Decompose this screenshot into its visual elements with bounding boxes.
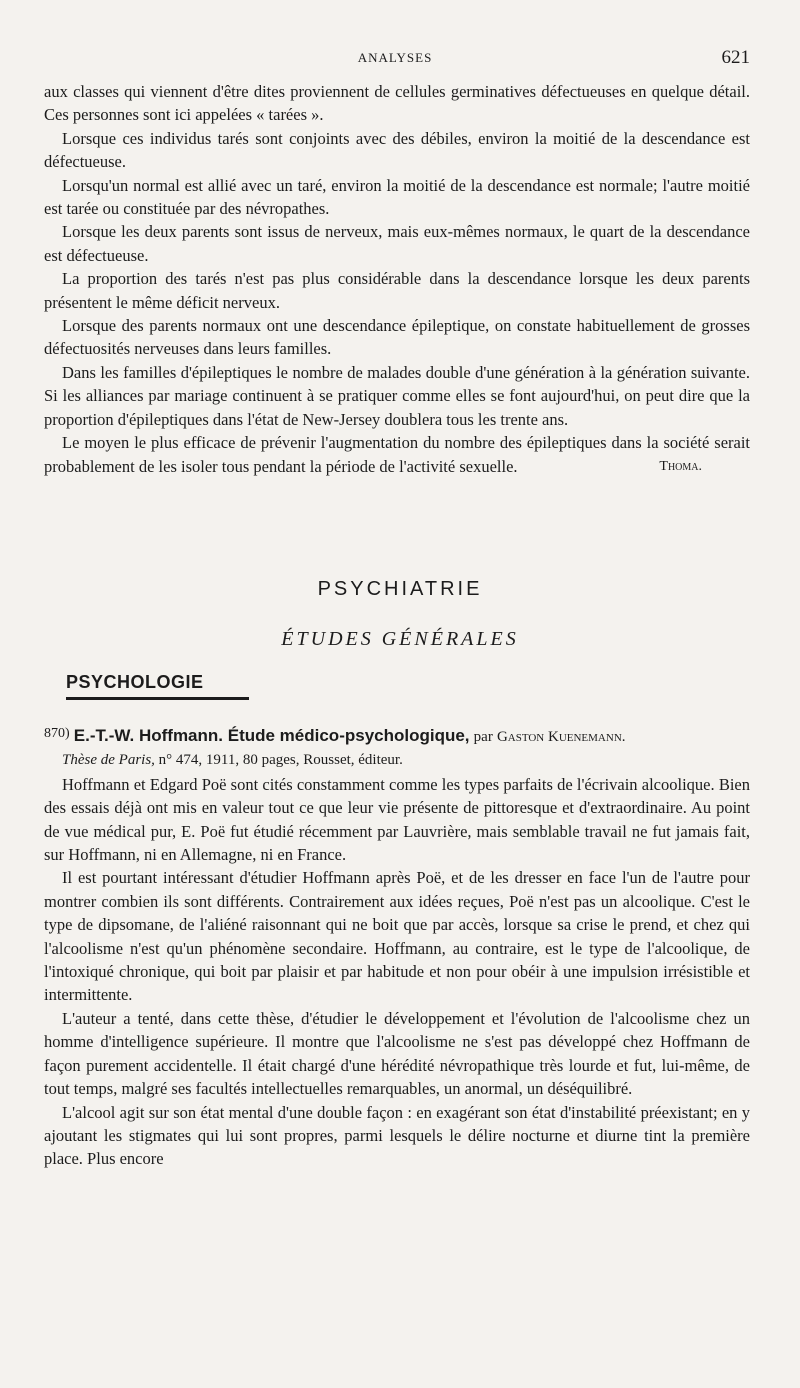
paragraph: Lorsque ces individus tarés sont conjoints avec des débiles, environ la moitié de la descendance est défectueuse. <box>44 128 750 172</box>
entry-author: Gaston Kuenemann. <box>496 729 626 745</box>
paragraph: Le moyen le plus efficace de prévenir l'augmentation du nombre des épileptiques dans la société serait probablement de les isoler tous pendant la période de l'activité sexuelle. <box>44 433 750 476</box>
section-heading: PSYCHIATRIE <box>317 578 483 600</box>
publication-type: Thèse de Paris, <box>62 752 155 769</box>
paragraph: Lorsqu'un normal est allié avec un taré, environ la moitié de la descendance est normale; l'autre moitié est tarée ou constituée par des névropathes. <box>44 175 750 219</box>
paragraph: aux classes qui viennent d'être dites proviennent de cellules germinatives défectueuses en quelque détail. Ces personnes sont ici appelées « tarées ». <box>44 82 750 125</box>
entry-title: E.-T.-W. Hoffmann. Étude médico-psychologique, <box>73 726 470 745</box>
review-entry <box>44 722 750 1171</box>
entry-paragraph: L'auteur a tenté, dans cette thèse, d'étudier le développement et l'évolution de l'alcoolisme chez un homme d'intelligence supérieure. Il montre que l'alcoolisme ne s'est pas développé chez Hoffmann de façon purement accidentelle. Il était chargé d'une hérédité névropathique très lourde et fut, lui-même, de tout temps, malgré ses facultés intellectuelles remarquables, un anormal, un déséquilibré. <box>44 1008 750 1099</box>
publication-details: n° 474, 1911, 80 pages, Rousset, éditeur. <box>158 752 403 769</box>
entry-heading <box>44 722 750 773</box>
page-number: 621 <box>721 47 750 68</box>
intro-text-block <box>44 80 750 478</box>
entry-paragraph: Il est pourtant intéressant d'étudier Hoffmann après Poë, et de les dresser en face l'un de l'autre pour montrer combien ils sont différents. Contrairement aux idées reçues, Poë n'est pas un alcoolique. C'est le type de dipsomane, de l'aliéné raisonnant qui ne boit que par accès, lorsque sa crise le prend, et chez qui l'alcoolisme n'est qu'un phénomène secondaire. Hoffmann, au contraire, est le type de l'alcoolique, de l'intoxiqué chronique, qui boit par plaisir et par habitude et non pour obéir à une impulsion irrésistible et intermittente. <box>44 868 750 1005</box>
entry-paragraph: L'alcool agit sur son état mental d'une double façon : en exagérant son état d'instabilité préexistant; en y ajoutant les stigmates qui lui sont propres, parmi lesquels le délire nocturne et diurne tint la première place. Plus encore <box>44 1102 750 1169</box>
paragraph: Lorsque les deux parents sont issus de nerveux, mais eux-mêmes normaux, le quart de la descendance est défectueuse. <box>44 222 750 265</box>
entry-by: par <box>473 729 493 745</box>
running-title: ANALYSES <box>357 50 433 65</box>
author-signature: Thoma. <box>659 458 702 474</box>
rubric-heading: PSYCHOLOGIE <box>66 672 204 692</box>
entry-publication <box>44 749 750 772</box>
running-header <box>40 47 750 70</box>
paragraph: La proportion des tarés n'est pas plus considérable dans la descendance lorsque les deux parents présentent le même déficit nerveux. <box>44 269 750 312</box>
paragraph: Lorsque des parents normaux ont une descendance épileptique, on constate habituellement de grosses défectuosités nerveuses dans leurs familles. <box>44 316 750 359</box>
entry-number: 870) <box>44 726 70 741</box>
subsection-heading: ÉTUDES GÉNÉRALES <box>281 628 519 650</box>
entry-paragraph: Hoffmann et Edgard Poë sont cités constamment comme les types parfaits de l'écrivain alcoolique. Bien des essais déjà ont mis en valeur tout ce que leur vie présente de pittoresque et d'extraordinaire. Au point de vue médical pur, E. Poë fut étudié récemment par Lauvrière, mais semblable travail ne fut jamais fait, sur Hoffmann, ni en Allemagne, ni en France. <box>44 774 750 865</box>
rubric-underline <box>66 697 249 700</box>
paragraph: Dans les familles d'épileptiques le nombre de malades double d'une génération à la génération suivante. Si les alliances par mariage continuent à se pratiquer comme elles se font aujourd'hui, on peut dire que la proportion d'épileptiques dans l'état de New-Jersey doublera tous les trente ans. <box>44 362 750 429</box>
